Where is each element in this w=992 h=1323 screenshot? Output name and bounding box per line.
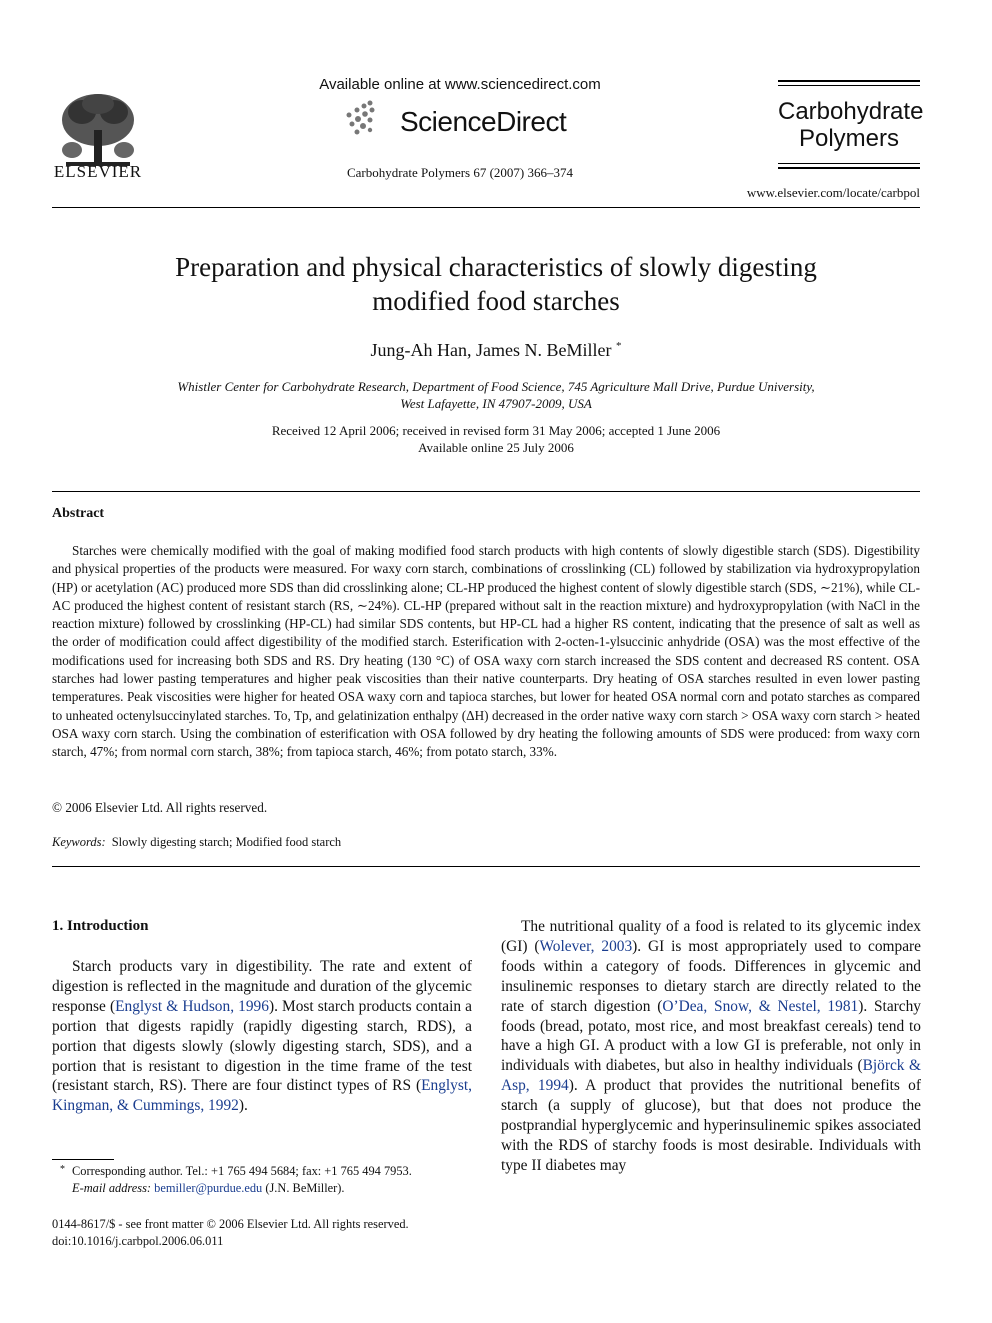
article-title-line2: modified food starches	[372, 286, 620, 316]
paragraph-text: ). Most starch products contain a portion that digests rapidly (rapidly digesting starch, RDS), a portion that digests slowly (slowly digesting starch, SDS), and a portion that is resistant to digestion in the time frame of the test (resistant starch, RS). There are four distinct types of RS (	[52, 997, 472, 1095]
journal-url-link[interactable]: www.elsevier.com/locate/carbpol	[746, 185, 920, 200]
journal-title-rule	[778, 167, 920, 169]
article-title-line1: Preparation and physical characteristics of slowly digesting	[175, 252, 817, 282]
keywords-text: Slowly digesting starch; Modified food starch	[111, 835, 342, 849]
citation-link[interactable]: Englyst & Hudson, 1996	[115, 997, 269, 1015]
citation-link[interactable]: Wolever, 2003	[539, 937, 633, 955]
paragraph-text: ). GI is most appropriately used to compare foods within a category of foods. Differences in glycemic and insulinemic responses to dietary starch are directly related to the rate of starch digestion (	[501, 937, 922, 1015]
paragraph-text: The nutritional quality of a food is related to its glycemic index (GI) (	[501, 918, 921, 955]
paragraph-text: ). Starchy foods (bread, potato, most rice, and most breakfast cereals) tend to have a high GI. A product with a low GI is preferable, not only in individuals with diabetes, but also in healthy individuals (	[501, 997, 921, 1075]
email-label: E-mail address:	[72, 1181, 152, 1195]
article-history	[100, 422, 892, 456]
header-divider	[52, 207, 920, 208]
authors-names: Jung-Ah Han, James N. BeMiller	[370, 340, 612, 360]
affiliation-line2: West Lafayette, IN 47907-2009, USA	[400, 396, 592, 411]
keywords-label: Keywords:	[52, 835, 106, 849]
journal-title-rule	[778, 163, 920, 164]
footnote-rule	[52, 1159, 114, 1160]
affiliation-line1: Whistler Center for Carbohydrate Research, Department of Food Science, 745 Agriculture Mall Drive, Purdue University,	[177, 379, 815, 394]
footnote-star: *	[60, 1164, 65, 1175]
journal-title-rule	[778, 80, 920, 82]
paragraph-text: Starch products vary in digestibility. The rate and extent of digestion is reflected in the magnitude and duration of the glycemic response (	[52, 958, 472, 1015]
abstract-copyright: © 2006 Elsevier Ltd. All rights reserved.	[52, 800, 268, 815]
journal-title-line2: Polymers	[798, 125, 900, 152]
citation-link[interactable]: O’Dea, Snow, & Nestel, 1981	[662, 997, 859, 1015]
abstract-text: Starches were chemically modified with the goal of making modified food starch products with high contents of slowly digestible starch (SDS). Digestibility and physical properties of the products were measured. For waxy corn starch, combinations of crosslinking (CL) followed by stabilization via hydroxypropylation (HP) or acetylation (AC) produced more SDS than did crosslinking alone; CL-HP produced the highest content of slowly digestible starch (SDS, ∼21%), while CL-AC produced the highest content of resistant starch (RS, ∼24%). CL-HP (prepared without salt in the reaction mixture) and hydroxypropylation (with NaCl in the reaction mixture) followed by crosslinking (HP-CL) had similar SDS contents, but HP-CL had a higher RS content, indicating that the presence of salt as well as the order of modification could affect digestibility of the modified starch. Esterification with 2-octen-1-ylsuccinic anhydride (OSA) was the most effective of the modifications used for increasing both SDS and RS. Dry heating (130 °C) of OSA waxy corn starch increased the SDS content and decreased RS content. OSA starches had lower pasting temperatures and higher peak viscosities than their native counterparts. Dry heating of OSA starches resulted in even lower pasting temperatures. Peak viscosities were higher for heated OSA waxy corn and tapioca starches, but lower for heated OSA normal corn and potato starches as compared to unheated octenylsuccinylated starches. To, Tp, and gelatinization enthalpy (ΔH) decreased in the order native waxy corn starch > OSA waxy corn starch > heated OSA waxy corn starch. Using the combination of esterification with OSA followed by dry heating the following amounts of SDS were produced: from waxy corn starch, 47%; from normal corn starch, 38%; from tapioca starch, 46%; from potato starch, 33%.	[52, 543, 920, 760]
citation-link[interactable]: Englyst, Kingman, & Cummings, 1992	[52, 1077, 472, 1115]
journal-title	[778, 98, 924, 152]
footnote-contact: Corresponding author. Tel.: +1 765 494 5684; fax: +1 765 494 7953.	[72, 1164, 412, 1178]
journal-citation: Carbohydrate Polymers 67 (2007) 366–374	[346, 165, 574, 180]
history-line2: Available online 25 July 2006	[418, 440, 574, 455]
journal-title-rule	[778, 85, 920, 86]
article-title	[100, 250, 892, 318]
paragraph-text: ). A product that provides the nutritional benefits of starch (a supply of glucose), but that does not produce the postprandial hyperglycemic and hyperinsulinemic spikes associated with the RDS of starchy foods is most desirable. Individuals with type II diabetes may	[501, 1077, 921, 1174]
corresponding-author-footnote	[52, 1163, 482, 1197]
email-suffix: (J.N. BeMiller).	[265, 1181, 345, 1195]
intro-paragraph-1	[52, 957, 472, 1116]
publisher-wordmark: ELSEVIER	[53, 162, 143, 181]
sciencedirect-wordmark: ScienceDirect	[400, 106, 567, 137]
email-link[interactable]: bemiller@purdue.edu	[154, 1181, 263, 1195]
abstract-top-rule	[52, 491, 920, 492]
corresponding-author-mark[interactable]: *	[615, 340, 622, 352]
citation-link[interactable]: Björck & Asp, 1994	[501, 1057, 921, 1095]
author-list	[100, 340, 892, 361]
issn-line: 0144-8617/$ - see front matter © 2006 Elsevier Ltd. All rights reserved.	[52, 1217, 409, 1231]
footnote-email-line	[52, 1180, 482, 1197]
abstract-bottom-rule	[52, 866, 920, 867]
intro-paragraph-2	[501, 917, 921, 1176]
available-online-text[interactable]: Available online at www.sciencedirect.com	[319, 76, 601, 93]
history-line1: Received 12 April 2006; received in revised form 31 May 2006; accepted 1 June 2006	[271, 423, 721, 438]
affiliation	[100, 378, 892, 412]
doi-line[interactable]: doi:10.1016/j.carbpol.2006.06.011	[52, 1234, 224, 1248]
issn-doi-block	[52, 1216, 482, 1250]
abstract-heading: Abstract	[52, 506, 105, 521]
journal-title-line1: Carbohydrate	[778, 98, 924, 125]
keywords-line	[52, 835, 341, 850]
section-heading-introduction: 1. Introduction	[52, 918, 149, 934]
paragraph-text: ).	[238, 1097, 248, 1115]
sciencedirect-dots-icon	[344, 100, 376, 140]
